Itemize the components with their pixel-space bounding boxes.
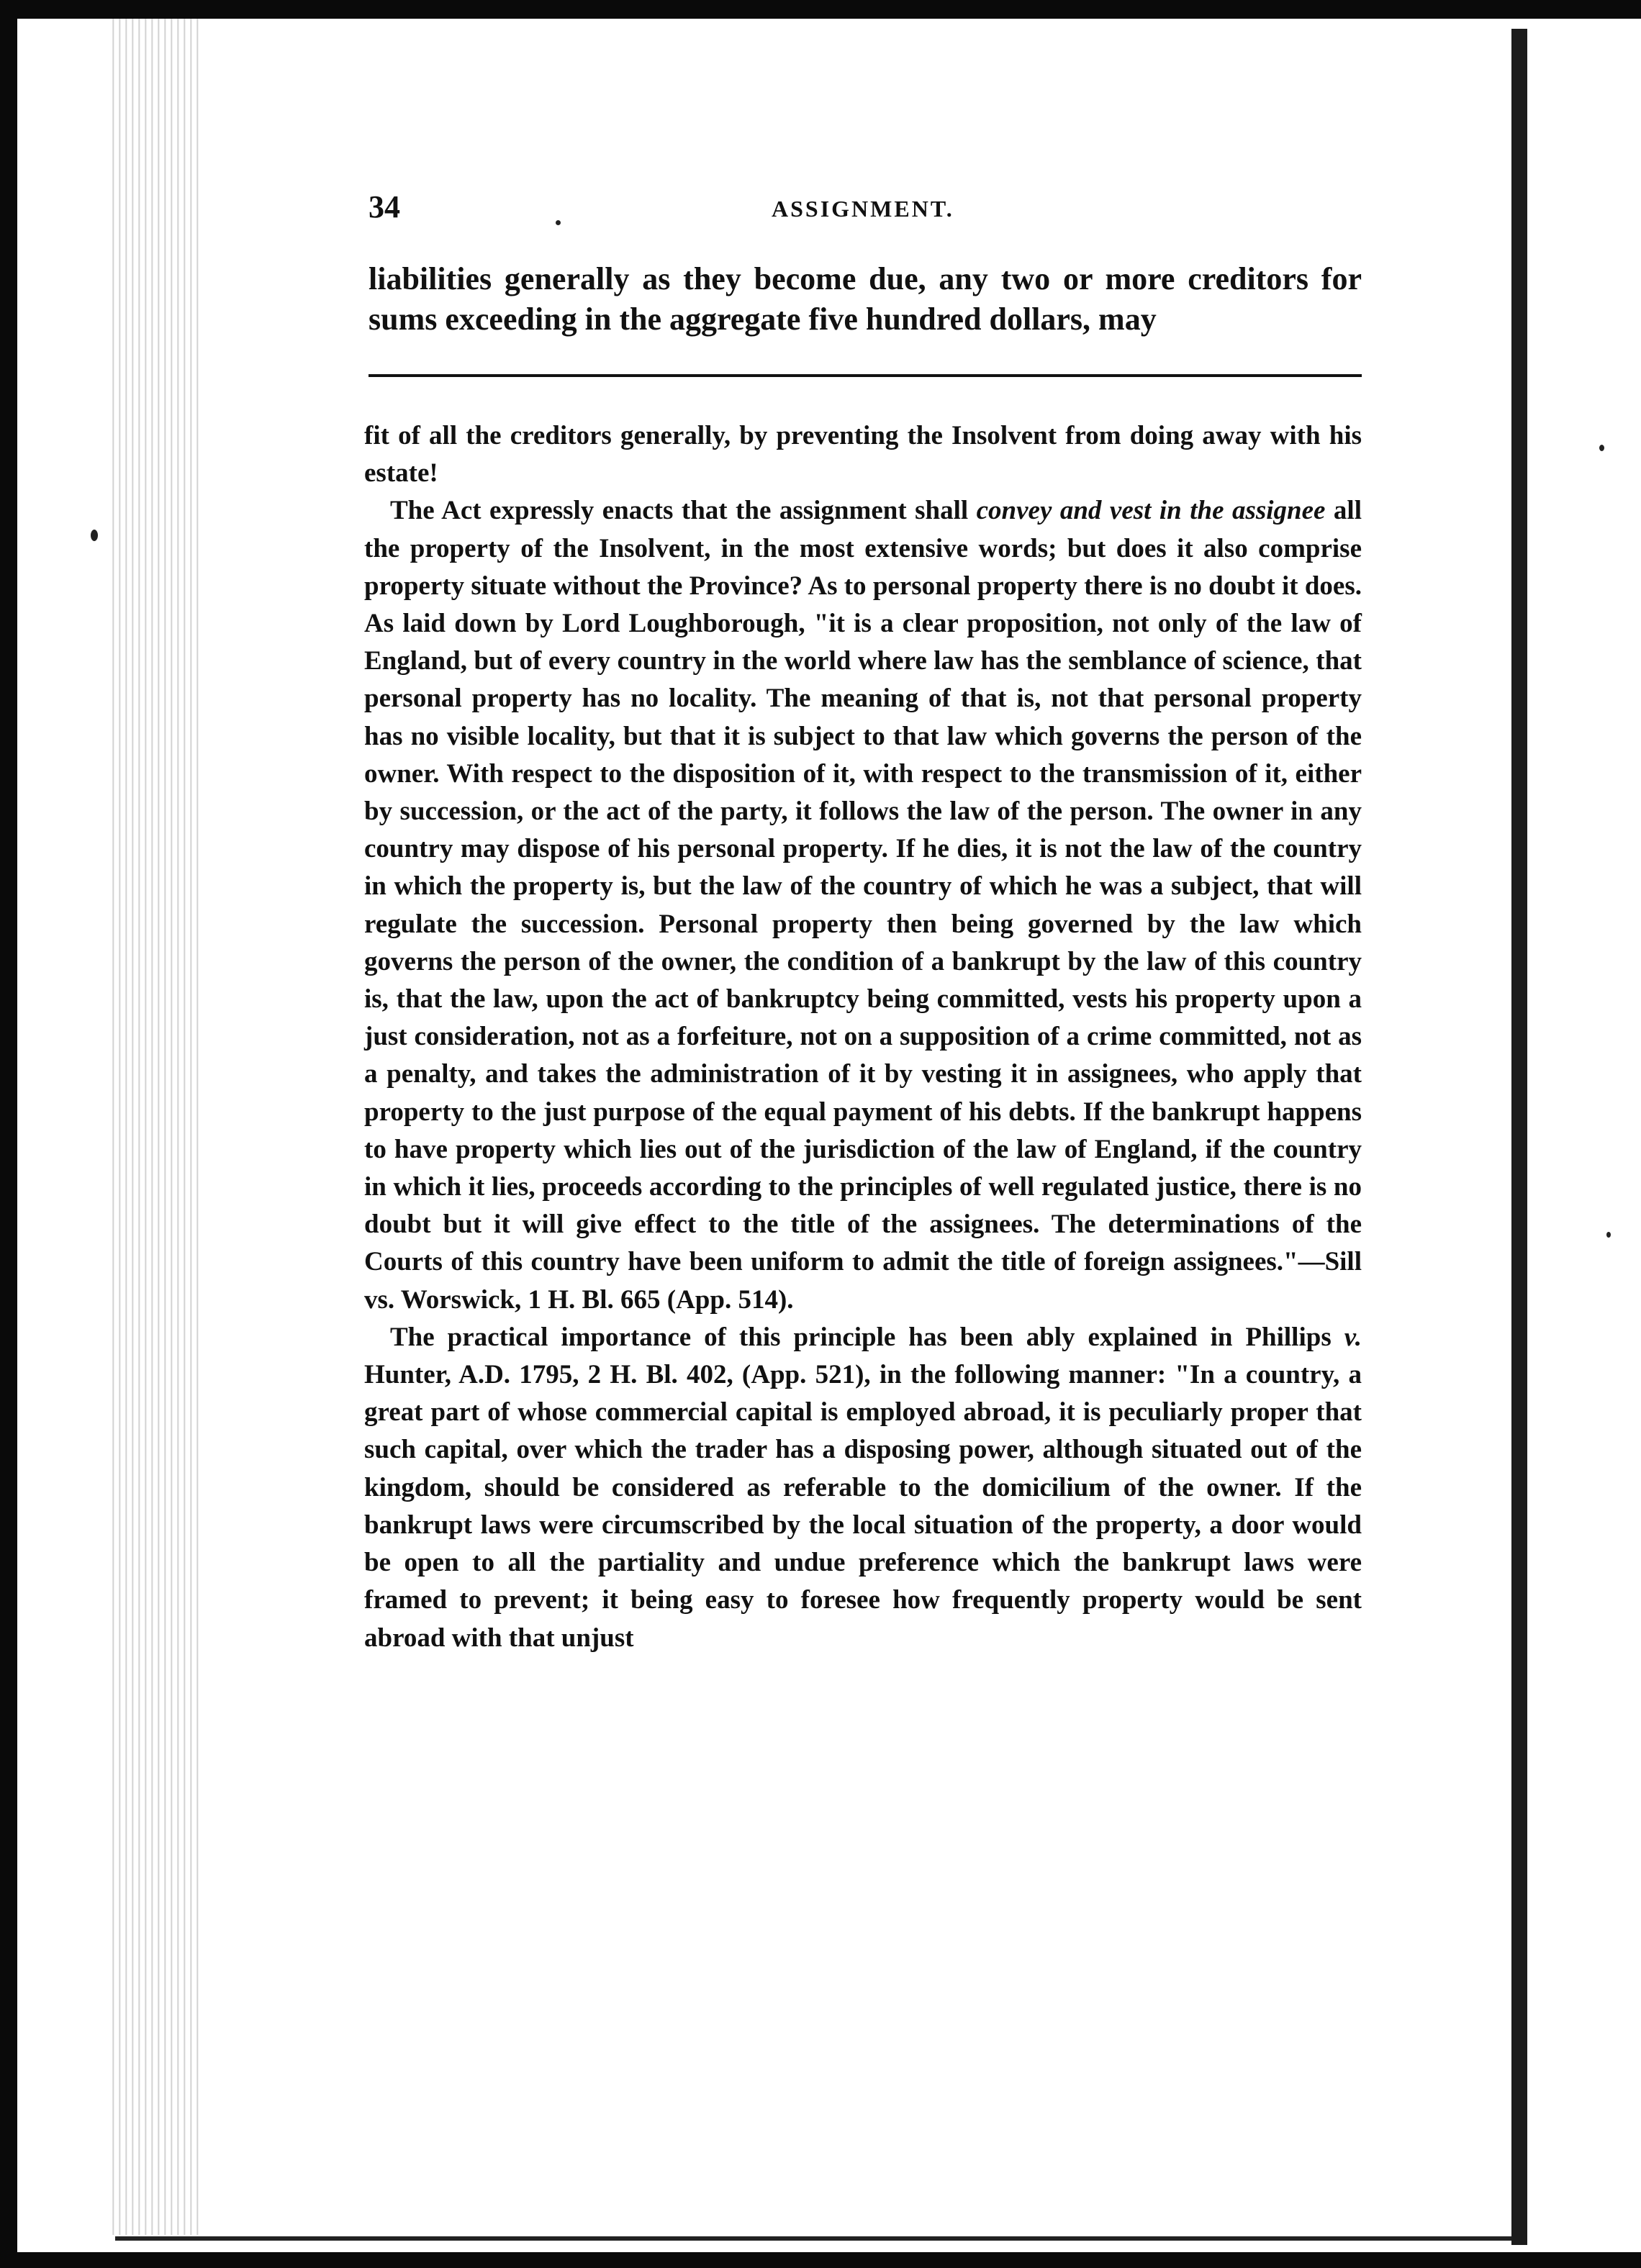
main-paragraph: liabilities generally as they become due, any two or more creditors for sums exceeding in the aggregate five hundred dollars, may (369, 261, 1362, 337)
footnote-paragraph-3-text-b: Hunter, A.D. 1795, 2 H. Bl. 402, (App. 521), in the following manner: "In a country, a great part of whose commercial capital is employed abroad, it is peculiarly proper that such capital, over which the trader has a disposing power, although situated out of the kingdom, should be considered as referable to the domicilium of the owner. If the bankrupt laws were circumscribed by the local situation of the property, a door would be open to all the partiality and undue preference which the bankrupt laws were framed to prevent; it being easy to foresee how frequently property would be sent abroad with that unjust (364, 1360, 1362, 1653)
footnote-text (364, 417, 1362, 1657)
main-text (369, 259, 1362, 340)
ink-speck (91, 530, 98, 541)
footnote-divider (369, 374, 1362, 377)
facing-page-strip (1527, 19, 1641, 2256)
footnote-paragraph-3-text-a: The practical importance of this principle has been ably explained in Phillips (390, 1322, 1344, 1352)
running-head: ASSIGNMENT. (772, 196, 954, 222)
page-header (369, 189, 1362, 232)
page-bottom-edge (115, 2236, 1511, 2241)
footnote-paragraph-2-text-a: The Act expressly enacts that the assignment shall (390, 496, 977, 526)
footnote-paragraph-2-text-b: all the property of the Insolvent, in the most extensive words; but does it also comprise property situate without the Province? As to personal property there is no doubt it does. As laid down by Lord Loughborough, "it is a clear proposition, not only of the law of England, but of every country in the world where law has the semblance of science, that personal property has no locality. The meaning of that is, not that personal property has no visible locality, but that it is subject to that law which governs the person of the owner. With respect to the disposition of it, with respect to the transmission of it, either by succession, or the act of the party, it follows the law of the person. The owner in any country may dispose of his personal property. If he dies, it is not the law of the country in which the property is, but the law of the country of which he was a subject, that will regulate the succession. Personal property then being governed by the law which governs the person of the owner, the condition of a bankrupt by the law of this country is, that the law, upon the act of bankruptcy being committed, vests his property upon a just consideration, not as a forfeiture, not on a supposition of a crime committed, not as a penalty, and takes the administration of it by vesting it in assignees, who apply that property to the just purpose of the equal payment of his debts. If the bankrupt happens to have property which lies out of the jurisdiction of the law of England, if the country in which it lies, proceeds according to the principles of well regulated justice, there is no doubt but it will give effect to the title of the assignees. The determinations of the Courts of this country have been uniform to admit the title of foreign assignees."—Sill vs. Worswick, 1 H. Bl. 665 (App. 514). (364, 496, 1362, 1315)
book-page-edges (108, 19, 202, 2235)
footnote-paragraph-3-italic: v. (1344, 1322, 1362, 1352)
footnote-paragraph-3 (364, 1319, 1362, 1657)
ink-speck (1606, 1232, 1611, 1238)
book-spine-shadow (1511, 29, 1527, 2245)
footnote-paragraph-1: fit of all the creditors generally, by preventing the Insolvent from doing away with his estate! (364, 421, 1362, 489)
scan-bottom-border (0, 2252, 1641, 2268)
footnote-paragraph-2 (364, 492, 1362, 1318)
page-number: 34 (369, 189, 400, 224)
ink-speck (1599, 445, 1604, 451)
scan-left-border (0, 0, 17, 2268)
footnote-paragraph-2-italic: convey and vest in the assignee (976, 496, 1326, 526)
scan-top-border (0, 0, 1641, 19)
